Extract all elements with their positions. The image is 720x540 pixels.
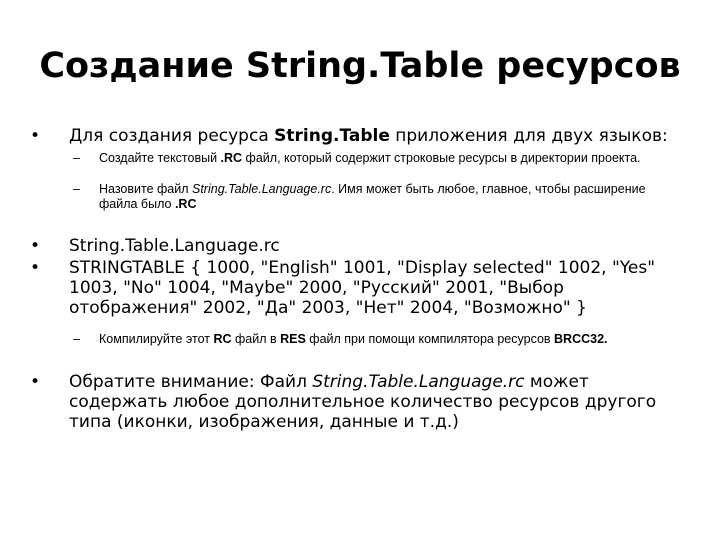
bullet-text: приложения для двух языков: bbox=[389, 126, 668, 146]
bullet-text-bold: String.Table bbox=[274, 126, 390, 146]
bullet-marker: • bbox=[30, 372, 41, 392]
slide: Создание String.Table ресурсов • Для создания ресурса String.Table приложения для двух языков: – Создайте текстовый .RC файл, который содержит строковые ресурсы в директории проекта. – Назовите файл String.Table.Language.rc. Имя может быть любое, главное, чтобы расширение файла было .RC • String.Table.Language.rc • STRINGTABLE { 1000, "English" 1001, "Display selected" 1002, "Yes" 1003, "No" 1004, "Maybe" 2000, "Русский" 2001, "Выбор отображения" 2002, "Да" 2003, "Нет" 2004, "Возможно" } – Компилируйте этот RC файл в RES файл при помощи компилятора ресурсов BRCC32. • Обратите внимание: Файл String.Table.Language.rc может содержать любое дополнительное количество ресурсов другого типа (иконки, изображения, данные и т.д.) bbox=[0, 0, 720, 540]
bullet-text: String.Table.Language.rc bbox=[69, 236, 280, 256]
dash-marker: – bbox=[73, 332, 80, 346]
dash-marker: – bbox=[73, 151, 80, 165]
bullet-text: STRINGTABLE { 1000, "English" 1001, "Display selected" 1002, "Yes" 1003, "No" 1004, "Maybe" 2000, "Русский" 2001, "Выбор отображения" 2002, "Да" 2003, "Нет" 2004, "Возможно" } bbox=[69, 258, 656, 318]
bullet-text: Для создания ресурса bbox=[69, 126, 275, 146]
slide-title: Создание String.Table ресурсов bbox=[39, 46, 681, 86]
bullet-marker: • bbox=[30, 258, 41, 278]
bullet-marker: • bbox=[30, 236, 41, 256]
bullet-marker: • bbox=[30, 126, 41, 146]
dash-marker: – bbox=[73, 182, 80, 196]
